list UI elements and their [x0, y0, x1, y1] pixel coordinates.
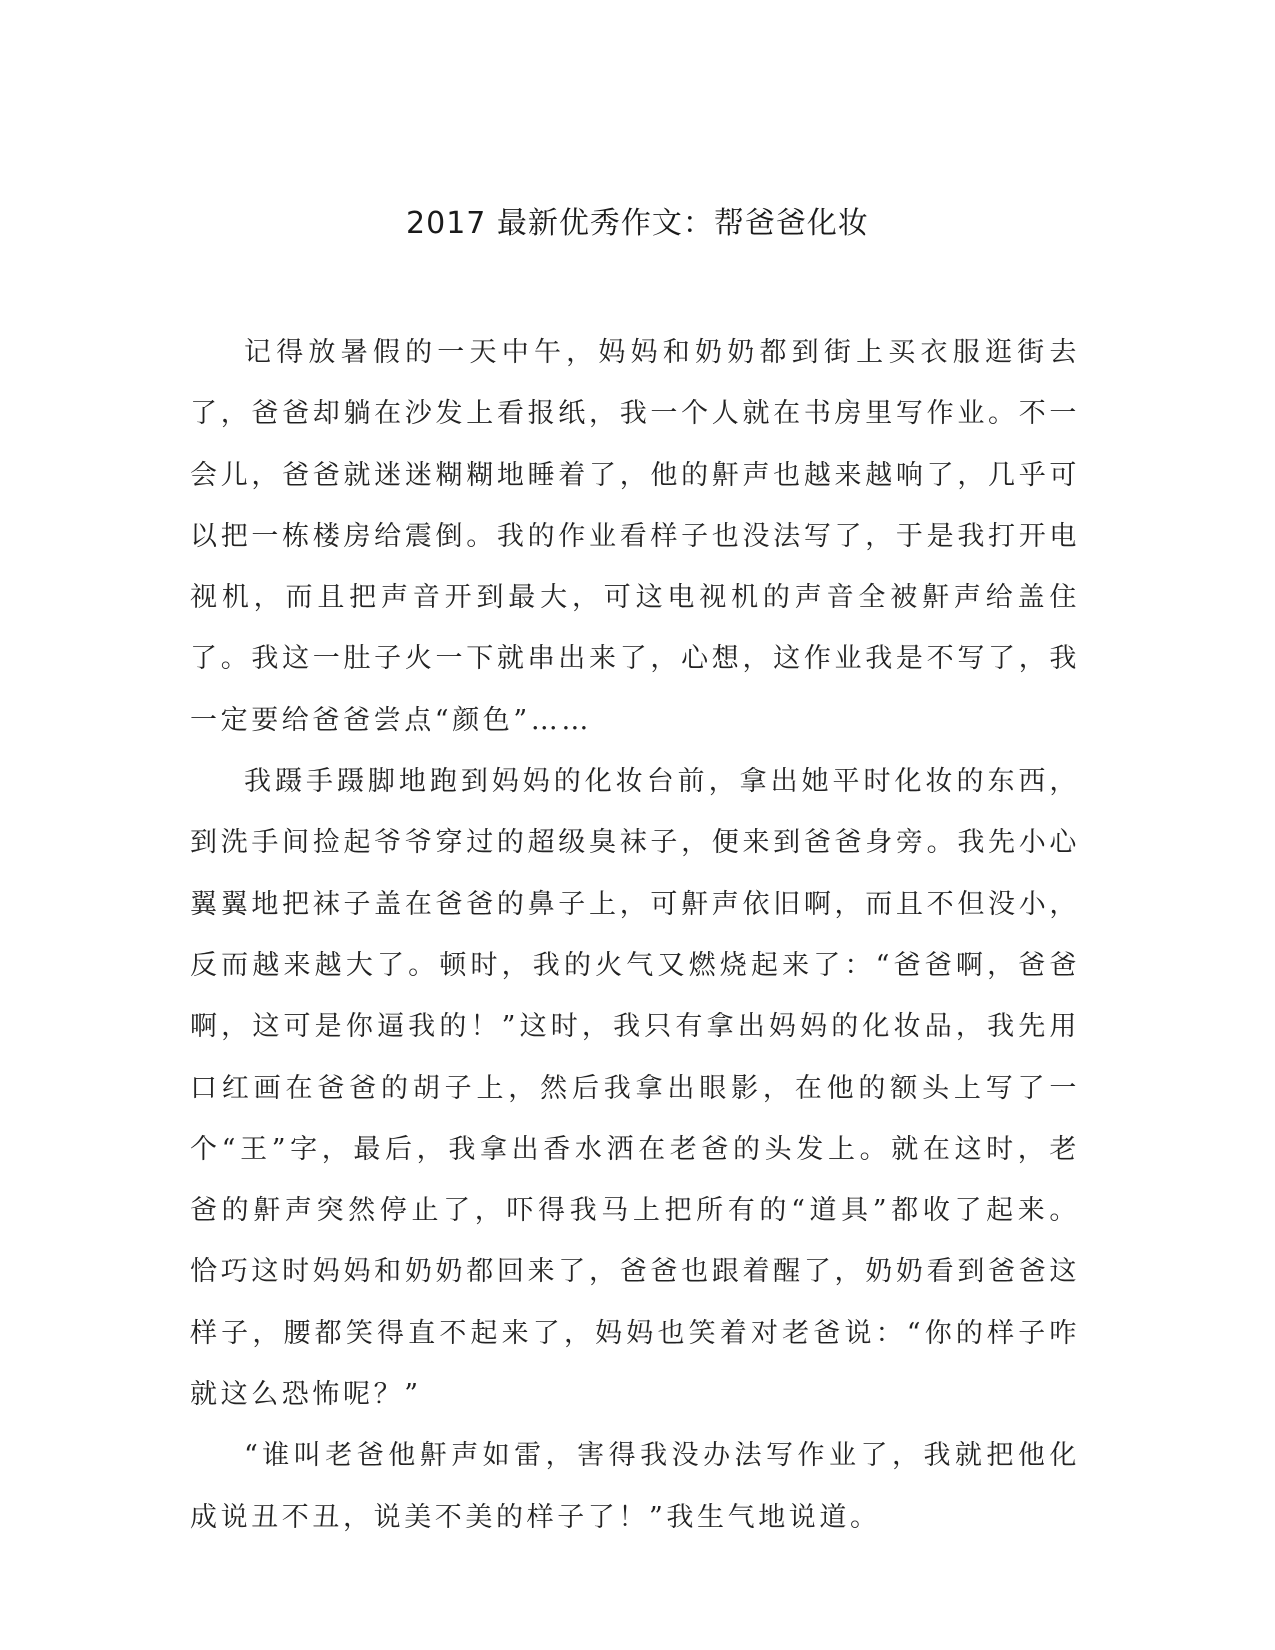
paragraph-1: 记得放暑假的一天中午，妈妈和奶奶都到街上买衣服逛街去了，爸爸却躺在沙发上看报纸，我一个人就在书房里写作业。不一会儿，爸爸就迷迷糊糊地睡着了，他的鼾声也越来越响了，几乎可以把一栋楼房给震倒。我的作业看样子也没法写了，于是我打开电视机，而且把声音开到最大，可这电视机的声音全被鼾声给盖住了。我这一肚子火一下就串出来了，心想，这作业我是不写了，我一定要给爸爸尝点“颜色”……: [190, 337, 1080, 736]
paragraph-2: 我蹑手蹑脚地跑到妈妈的化妆台前，拿出她平时化妆的东西，到洗手间捡起爷爷穿过的超级臭袜子，便来到爸爸身旁。我先小心翼翼地把袜子盖在爸爸的鼻子上，可鼾声依旧啊，而且不但没小，反而越来越大了。顿时，我的火气又燃烧起来了：“爸爸啊，爸爸啊，这可是你逼我的！”这时，我只有拿出妈妈的化妆品，我先用口红画在爸爸的胡子上，然后我拿出眼影，在他的额头上写了一个“王”字，最后，我拿出香水洒在老爸的头发上。就在这时，老爸的鼾声突然停止了，吓得我马上把所有的“道具”都收了起来。恰巧这时妈妈和奶奶都回来了，爸爸也跟着醒了，奶奶看到爸爸这样子，腰都笑得直不起来了，妈妈也笑着对老爸说：“你的样子咋就这么恐怖呢？”: [190, 766, 1080, 1411]
document-body: [190, 322, 1080, 1548]
paragraph-3: “谁叫老爸他鼾声如雷，害得我没办法写作业了，我就把他化成说丑不丑，说美不美的样子了！”我生气地说道。: [190, 1440, 1080, 1533]
document-title: 2017 最新优秀作文：帮爸爸化妆: [406, 206, 869, 241]
